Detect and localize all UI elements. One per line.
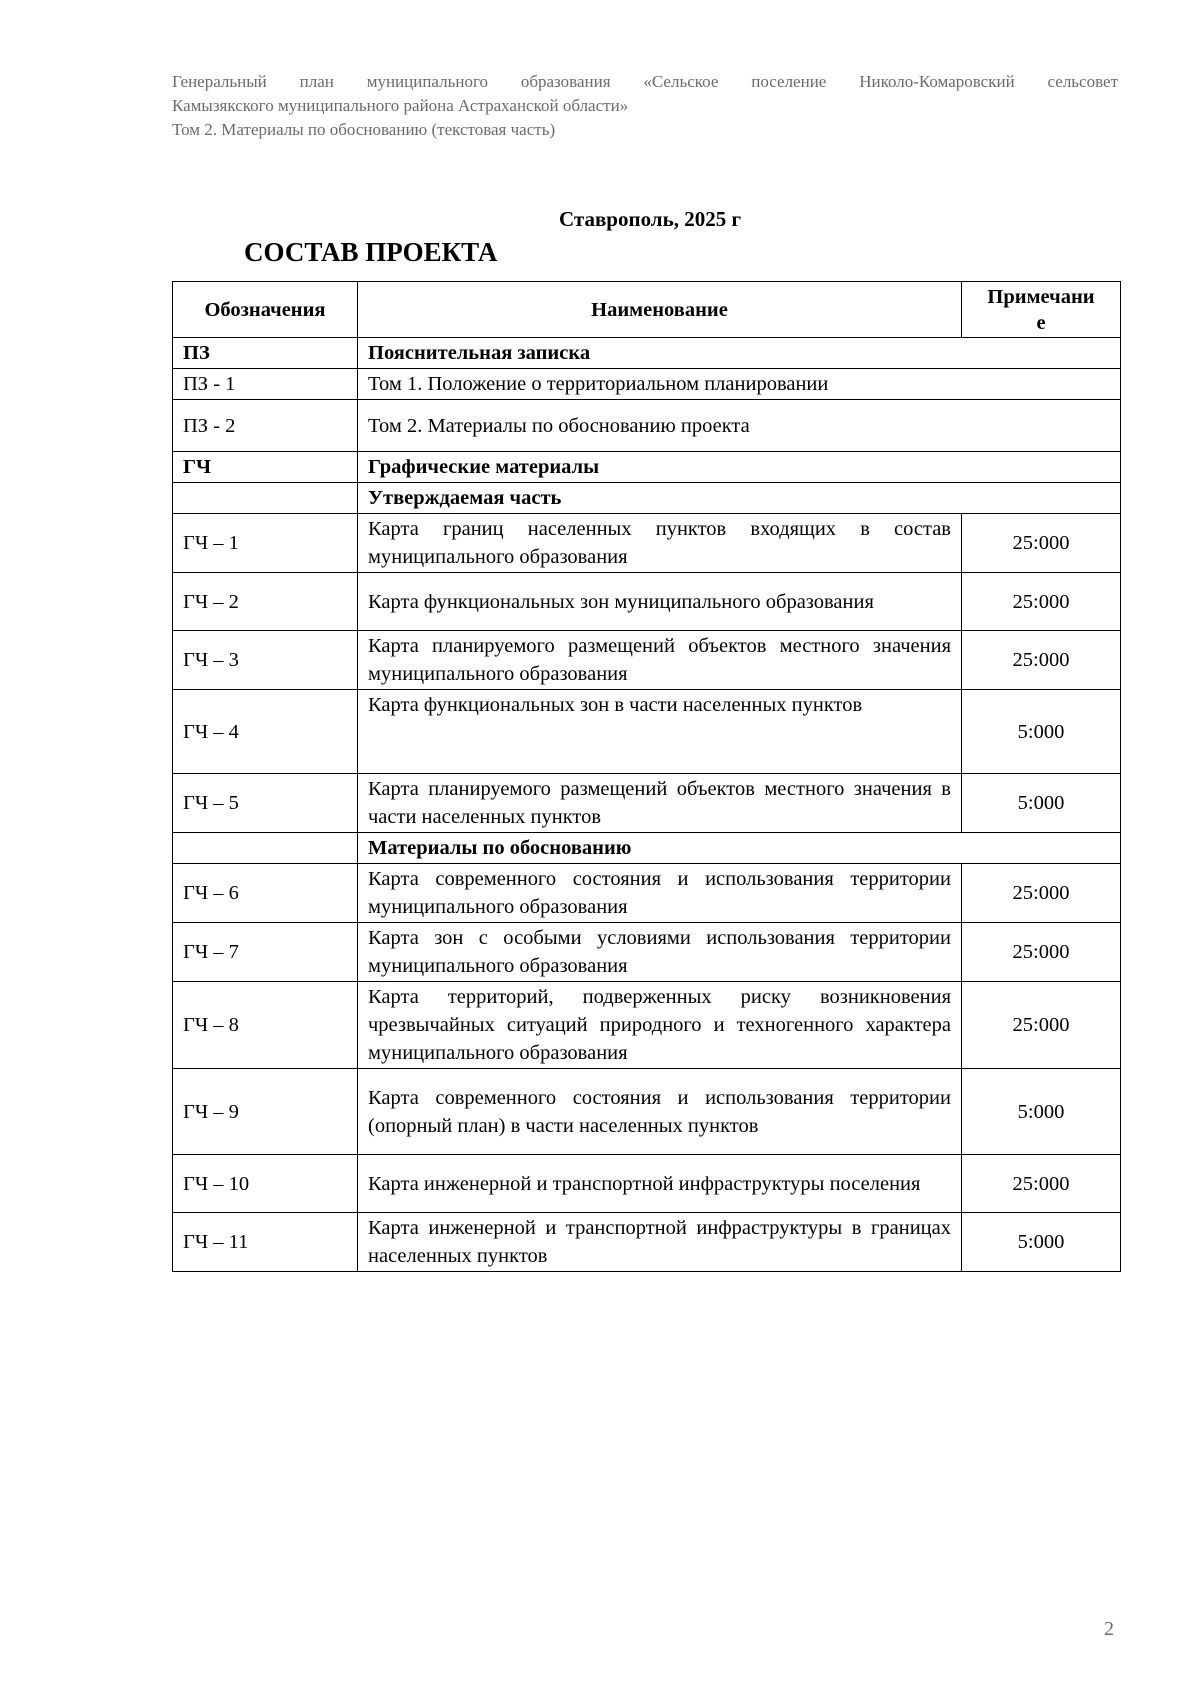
row-name: Карта современного состояния и использования территории (опорный план) в части населенных пунктов <box>358 1069 962 1155</box>
page-number: 2 <box>1104 1618 1114 1640</box>
row-name: Утверждаемая часть <box>358 483 1121 514</box>
row-scale: 25:000 <box>962 631 1121 690</box>
table-row <box>173 338 1121 369</box>
row-code: ГЧ – 6 <box>173 864 358 923</box>
row-code: ПЗ - 2 <box>173 400 358 452</box>
row-code: ГЧ – 8 <box>173 982 358 1069</box>
row-code: ПЗ - 1 <box>173 369 358 400</box>
row-scale: 25:000 <box>962 514 1121 573</box>
row-code: ГЧ – 10 <box>173 1155 358 1213</box>
table-row <box>173 833 1121 864</box>
row-code: ГЧ – 5 <box>173 774 358 833</box>
row-scale: 25:000 <box>962 1155 1121 1213</box>
header-note <box>962 282 1121 338</box>
row-name: Карта зон с особыми условиями использования территории муниципального образования <box>358 923 962 982</box>
table-row <box>173 452 1121 483</box>
row-code: ГЧ – 11 <box>173 1213 358 1272</box>
table-row <box>173 369 1121 400</box>
table-row <box>173 400 1121 452</box>
row-code: ГЧ – 1 <box>173 514 358 573</box>
page-title: СОСТАВ ПРОЕКТА <box>244 237 498 267</box>
table-row <box>173 1155 1121 1213</box>
city-year: Ставрополь, 2025 г <box>559 207 741 231</box>
row-code: ГЧ <box>173 452 358 483</box>
row-scale: 25:000 <box>962 982 1121 1069</box>
row-code: ПЗ <box>173 338 358 369</box>
row-code <box>173 833 358 864</box>
row-scale: 25:000 <box>962 864 1121 923</box>
table-row <box>173 1069 1121 1155</box>
row-name: Карта функциональных зон муниципального образования <box>358 573 962 631</box>
running-header-line-1: Генеральный план муниципального образования «Сельское поселение Николо-Комаровский сельсовет <box>172 72 1118 91</box>
row-name: Карта функциональных зон в части населенных пунктов <box>358 690 962 774</box>
table-row <box>173 573 1121 631</box>
row-scale: 5:000 <box>962 1069 1121 1155</box>
table-row <box>173 774 1121 833</box>
row-scale: 5:000 <box>962 774 1121 833</box>
row-code: ГЧ – 9 <box>173 1069 358 1155</box>
running-header-line-3: Том 2. Материалы по обоснованию (текстовая часть) <box>172 120 556 139</box>
row-name: Том 1. Положение о территориальном планировании <box>358 369 1121 400</box>
row-name: Материалы по обоснованию <box>358 833 1121 864</box>
running-header-line-2: Камызякского муниципального района Астраханской области» <box>172 96 629 115</box>
row-name: Карта инженерной и транспортной инфраструктуры в границах населенных пунктов <box>358 1213 962 1272</box>
row-scale: 5:000 <box>962 690 1121 774</box>
row-name: Карта территорий, подверженных риску возникновения чрезвычайных ситуаций природного и техногенного характера муниципального образования <box>358 982 962 1069</box>
table-row <box>173 1213 1121 1272</box>
row-name: Карта современного состояния и использования территории муниципального образования <box>358 864 962 923</box>
table-row <box>173 514 1121 573</box>
row-name: Том 2. Материалы по обоснованию проекта <box>358 400 1121 452</box>
row-scale: 25:000 <box>962 923 1121 982</box>
table-row <box>173 483 1121 514</box>
table-row <box>173 864 1121 923</box>
table-row <box>173 982 1121 1069</box>
row-code: ГЧ – 7 <box>173 923 358 982</box>
header-note-part1: Примечани <box>987 285 1095 308</box>
row-code: ГЧ – 3 <box>173 631 358 690</box>
project-composition-table <box>172 281 1121 1272</box>
row-name: Графические материалы <box>358 452 1121 483</box>
row-name: Карта инженерной и транспортной инфраструктуры поселения <box>358 1155 962 1213</box>
row-scale: 5:000 <box>962 1213 1121 1272</box>
running-header <box>172 70 1118 142</box>
header-note-part2: е <box>1036 311 1046 334</box>
table-row <box>173 631 1121 690</box>
row-code <box>173 483 358 514</box>
table-row <box>173 690 1121 774</box>
header-name: Наименование <box>358 282 962 338</box>
row-code: ГЧ – 2 <box>173 573 358 631</box>
table-header-row <box>173 282 1121 338</box>
row-name: Карта границ населенных пунктов входящих в состав муниципального образования <box>358 514 962 573</box>
row-name: Карта планируемого размещений объектов местного значения в части населенных пунктов <box>358 774 962 833</box>
table-row <box>173 923 1121 982</box>
row-name: Пояснительная записка <box>358 338 1121 369</box>
header-code: Обозначения <box>173 282 358 338</box>
row-name: Карта планируемого размещений объектов местного значения муниципального образования <box>358 631 962 690</box>
row-scale: 25:000 <box>962 573 1121 631</box>
row-code: ГЧ – 4 <box>173 690 358 774</box>
